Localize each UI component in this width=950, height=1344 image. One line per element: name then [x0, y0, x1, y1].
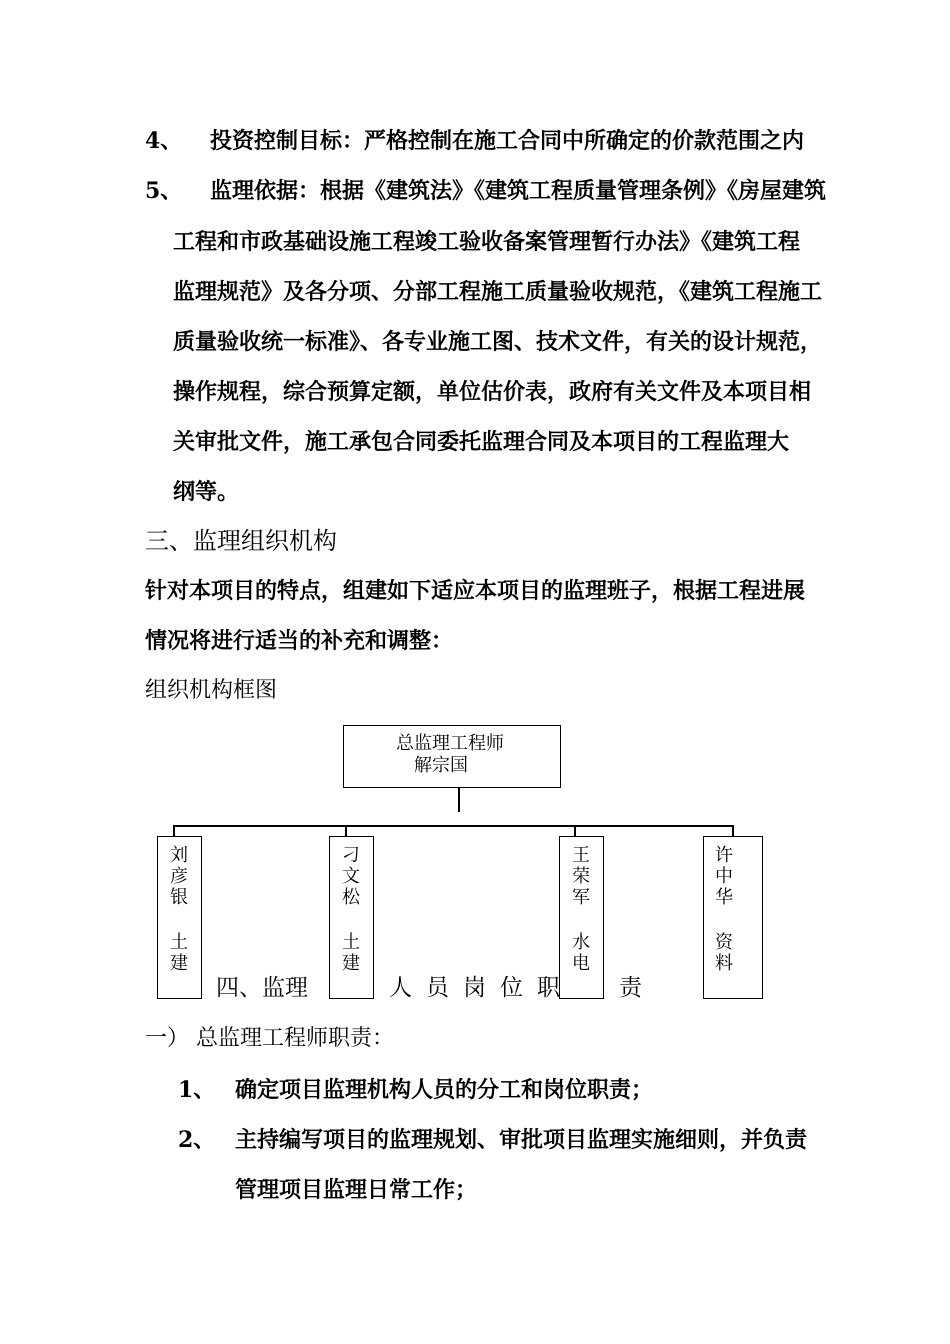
- section-4-heading-part: 人员岗位职: [389, 975, 574, 1001]
- org-chart-label: 组织机构框图: [145, 678, 278, 703]
- item-5-line: 纲等。: [173, 479, 240, 505]
- duty-line: 确定项目监理机构人员的分工和岗位职责；: [235, 1077, 654, 1103]
- duty-number: 2、: [178, 1127, 216, 1153]
- section-3-intro-line: 情况将进行适当的补充和调整：: [145, 628, 454, 654]
- connector-drop: [574, 825, 576, 836]
- section-4-heading-part: 四、监理: [216, 975, 308, 1001]
- item-5-line: 监理规范》及各分项、分部工程施工质量验收规范，《建筑工程施工: [173, 279, 823, 305]
- member-name: 王荣军: [572, 845, 590, 908]
- chief-name: 解宗国: [414, 755, 468, 776]
- section-3-intro-line: 针对本项目的特点，组建如下适应本项目的监理班子，根据工程进展: [145, 578, 806, 604]
- item-5-line: 质量验收统一标准》、各专业施工图、技术文件，有关的设计规范，: [173, 329, 823, 355]
- member-role: 资料: [715, 932, 733, 974]
- duty-line: 管理项目监理日常工作；: [235, 1177, 478, 1203]
- section-3-heading: 三、监理组织机构: [145, 527, 337, 555]
- member-role: 土建: [170, 932, 188, 974]
- item-5-line: 关审批文件，施工承包合同委托监理合同及本项目的工程监理大: [173, 429, 790, 455]
- item-5-line: 监理依据：根据《建筑法》《建筑工程质量管理条例》《房屋建筑: [210, 178, 827, 204]
- item-5-line: 工程和市政基础设施工程竣工验收备案管理暂行办法》《建筑工程: [173, 229, 801, 255]
- member-name: 许中华: [715, 845, 733, 908]
- connector-drop: [732, 825, 734, 836]
- item-4-text: 投资控制目标：严格控制在施工合同中所确定的价款范围之内: [210, 128, 805, 154]
- member-name: 刁文松: [342, 845, 360, 908]
- connector-horizontal: [173, 825, 734, 827]
- member-name: 刘彦银: [170, 845, 188, 908]
- connector-vertical: [458, 788, 460, 812]
- connector-drop: [345, 825, 347, 836]
- chief-title: 总监理工程师: [396, 733, 504, 754]
- duties-heading: 一） 总监理工程师职责：: [145, 1026, 394, 1051]
- connector-drop: [173, 825, 175, 836]
- member-role: 土建: [342, 932, 360, 974]
- item-5-number: 5、: [145, 178, 183, 204]
- duty-number: 1、: [178, 1077, 216, 1103]
- section-4-heading-part: 责: [619, 975, 642, 1001]
- item-5-line: 操作规程，综合预算定额，单位估价表，政府有关文件及本项目相: [173, 379, 812, 405]
- item-4-number: 4、: [145, 128, 183, 154]
- member-role: 水电: [572, 932, 590, 974]
- duty-line: 主持编写项目的监理规划、审批项目监理实施细则，并负责: [235, 1127, 808, 1153]
